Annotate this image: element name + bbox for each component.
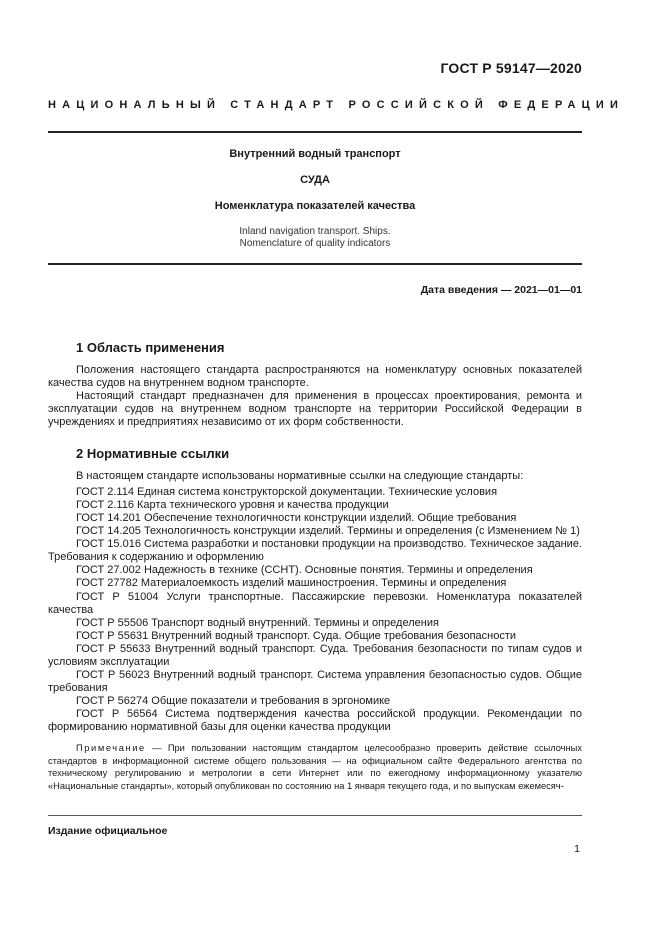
paragraph-text: В настоящем стандарте использованы нормативные ссылки на следующие стандарты: (76, 470, 524, 482)
english-title-line-1: Inland navigation transport. Ships. (239, 226, 391, 237)
english-title-line-2: Nomenclature of quality indicators (239, 238, 391, 249)
reference-item (48, 512, 582, 525)
reference-item (48, 695, 582, 708)
header-rule (48, 131, 582, 133)
reference-item (48, 499, 582, 512)
reference-item (48, 617, 582, 630)
section-1-paragraph-2 (48, 390, 582, 429)
page-number: 1 (574, 843, 580, 855)
reference-text: ГОСТ 27.002 Надежность в технике (ССНТ). Основные понятия. Термины и определения (76, 564, 533, 576)
title-rule (48, 263, 582, 265)
reference-text: ГОСТ 2.116 Карта технического уровня и качества продукции (76, 499, 389, 511)
note-label: Примечание (76, 743, 146, 753)
document-code: ГОСТ Р 59147—2020 (440, 60, 582, 76)
edition-label: Издание официальное (48, 825, 168, 837)
section-2-title: 2 Нормативные ссылки (76, 446, 230, 461)
reference-item (48, 538, 582, 564)
reference-item (48, 564, 582, 577)
title-line-2: СУДА (300, 174, 330, 186)
reference-text: ГОСТ 15.016 Система разработки и постановки продукции на производство. Техническое задание. Требования к содержанию и оформлению (48, 538, 582, 564)
reference-text: ГОСТ 27782 Материалоемкость изделий машиностроения. Термины и определения (76, 577, 507, 589)
section-2-intro (48, 470, 582, 483)
reference-item (48, 643, 582, 669)
reference-text: ГОСТ Р 55631 Внутренний водный транспорт. Суда. Общие требования безопасности (76, 630, 517, 642)
title-line-1: Внутренний водный транспорт (229, 148, 401, 160)
reference-item (48, 708, 582, 734)
national-standard-heading: НАЦИОНАЛЬНЫЙ СТАНДАРТ РОССИЙСКОЙ ФЕДЕРАЦИИ (48, 99, 625, 111)
section-1-paragraph-1 (48, 364, 582, 390)
footer-rule (48, 815, 582, 816)
paragraph-text: Настоящий стандарт предназначен для применения в процессах проектирования, ремонта и эксплуатации судов на внутреннем водном транспорте на территории Российской Федерации в учреждениях и предприятиях независимо от их форм собственности. (48, 390, 582, 429)
reference-text: ГОСТ Р 55506 Транспорт водный внутренний. Термины и определения (76, 617, 439, 629)
reference-text: ГОСТ 14.205 Технологичность конструкции изделий. Термины и определения (с Изменением № 1) (76, 525, 580, 537)
reference-text: ГОСТ 14.201 Обеспечение технологичности конструкции изделий. Общие требования (76, 512, 517, 524)
note-text: — При пользовании настоящим стандартом целесообразно проверить действие ссылочных стандартов в информационной системе общего пользования — на официальном сайте Федерального агентства по техническому регулированию и метрологии в сети Интернет или по ежегодному информационному указателю «Национальные стандарты», который опубликован по состоянию на 1 января текущего года, и по выпускам ежемесяч- (48, 743, 582, 791)
reference-item (48, 486, 582, 499)
reference-item (48, 591, 582, 617)
note (48, 742, 582, 792)
reference-item (48, 525, 582, 538)
title-line-3: Номенклатура показателей качества (214, 200, 416, 212)
reference-item (48, 630, 582, 643)
reference-text: ГОСТ 2.114 Единая система конструкторской документации. Технические условия (76, 486, 498, 498)
reference-item (48, 577, 582, 590)
reference-item (48, 669, 582, 695)
reference-text: ГОСТ Р 55633 Внутренний водный транспорт. Суда. Требования безопасности по типам судов и условиям эксплуатации (48, 643, 582, 669)
reference-text: ГОСТ Р 51004 Услуги транспортные. Пассажирские перевозки. Номенклатура показателей качества (48, 591, 582, 617)
reference-text: ГОСТ Р 56274 Общие показатели и требования в эргономике (76, 695, 391, 707)
reference-text: ГОСТ Р 56564 Система подтверждения качества российской продукции. Рекомендации по формированию нормативной базы для оценки качества продукции (48, 708, 582, 734)
introduction-date: Дата введения — 2021—01—01 (420, 284, 582, 296)
paragraph-text: Положения настоящего стандарта распространяются на номенклатуру основных показателей качества судов на внутреннем водном транспорте. (48, 364, 582, 390)
section-1-title: 1 Область применения (76, 340, 225, 355)
reference-text: ГОСТ Р 56023 Внутренний водный транспорт. Система управления безопасностью судов. Общие требования (48, 669, 582, 695)
